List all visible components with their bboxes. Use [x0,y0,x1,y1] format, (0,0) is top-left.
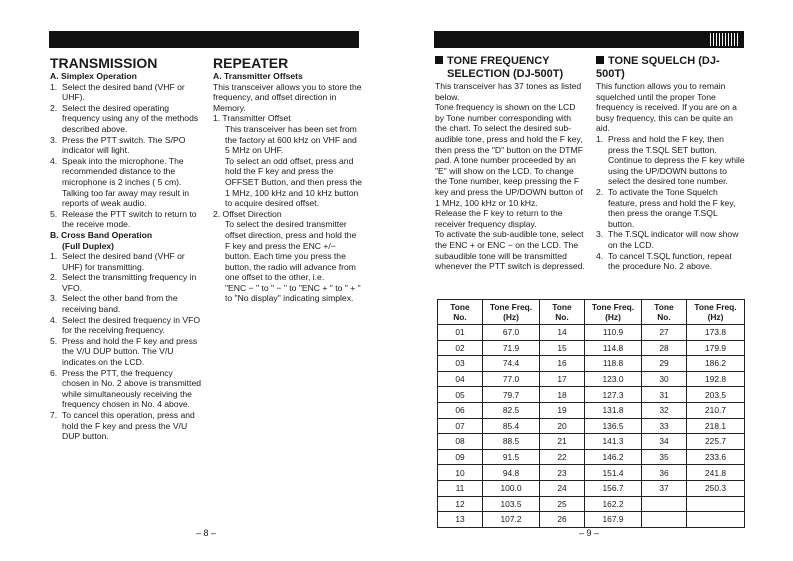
tone-number-cell: 28 [642,340,687,356]
tone-frequency-cell: 107.2 [483,512,540,528]
tone-number-cell: 15 [540,340,585,356]
header-tone-no: Tone No. [642,300,687,325]
tone-frequency-cell: 210.7 [687,402,745,418]
table-row [438,340,745,356]
table-row [438,449,745,465]
table-row [438,496,745,512]
tone-frequency-cell: 91.5 [483,449,540,465]
tone-number-cell: 04 [438,371,483,387]
list-item-number: 2. [50,102,58,113]
cross-band-steps [50,251,202,442]
list-item-number: 2. [596,186,604,197]
tone-squelch-column [596,55,746,272]
tone-frequency-cell: 218.1 [687,418,745,434]
list-item-text: Select the desired frequency in VFO for the receiving frequency. [62,314,201,336]
cross-band-subheading: (Full Duplex) [62,240,115,251]
table-row [438,480,745,496]
tone-frequency-cell: 123.0 [585,371,642,387]
tone-frequency-cell: 225.7 [687,434,745,450]
tone-number-cell: 37 [642,480,687,496]
tone-number-cell: 03 [438,356,483,372]
tone-frequency-cell: 79.7 [483,387,540,403]
tone-number-cell: 16 [540,356,585,372]
tone-frequency-text-b: Tone frequency is shown on the LCD by Tone number corresponding with the chart. To select the desired sub-audible tone, press and hold the F key, then press the "D" button on the DTMF pad. A tone number proceeded by an "E" will show on the LCD. To change the Tone number, keep pressing the F key and press the UP/DOWN button of 1 MHz, 100 kHz or 10 kHz. [435,102,583,208]
tone-frequency-cell: 186.2 [687,356,745,372]
list-item [50,336,202,368]
tone-frequency-cell: 110.9 [585,325,642,341]
header-tone-no: Tone No. [540,300,585,325]
list-item-text: Press the PTT switch. The S/PO indicator will light. [62,134,186,156]
tone-number-cell: 10 [438,465,483,481]
tone-number-cell: 23 [540,465,585,481]
list-item-number: 7. [50,410,58,420]
list-item [50,209,202,230]
tone-number-cell: 36 [642,465,687,481]
tone-frequency-cell: 141.3 [585,434,642,450]
table-row [438,371,745,387]
tone-frequency-cell: 241.8 [687,465,745,481]
tone-number-cell: 07 [438,418,483,434]
tone-number-cell [642,512,687,528]
tone-frequency-cell: 151.4 [585,465,642,481]
list-item-number: 3. [50,293,58,304]
table-row [438,418,745,434]
tone-frequency-cell: 127.3 [585,387,642,403]
tone-squelch-heading [596,55,746,81]
list-item-number: 6. [50,367,58,378]
tone-number-cell: 01 [438,325,483,341]
tone-frequency-cell: 203.5 [687,387,745,403]
tone-frequency-cell: 131.8 [585,402,642,418]
right-header-bar [434,31,744,48]
tone-frequency-text-d: To activate the sub-audible tone, select the ENC + or ENC − on the LCD. The subaudible tone will be transmitted whenever the PTT switch is depressed. [435,229,585,272]
tone-number-cell: 32 [642,402,687,418]
tone-number-cell: 19 [540,402,585,418]
page-number-right: – 9 – [579,528,600,538]
list-item [50,156,202,209]
tone-frequency-cell: 173.8 [687,325,745,341]
list-item [50,410,202,442]
tone-number-cell: 22 [540,449,585,465]
tone-number-cell: 30 [642,371,687,387]
tone-frequency-cell: 103.5 [483,496,540,512]
tone-frequency-cell: 233.6 [687,449,745,465]
list-item-text: The T.SQL indicator will now show on the LCD. [608,229,739,250]
tone-number-cell: 31 [642,387,687,403]
barcode-mark [710,33,740,46]
transmitter-offsets-heading: A. Transmitter Offsets [213,71,303,81]
tone-number-cell [642,496,687,512]
tone-frequency-cell: 156.7 [585,480,642,496]
tone-frequency-cell: 118.8 [585,356,642,372]
tone-frequency-text-c: Release the F key to return to the receiver frequency display. [435,208,563,229]
repeater-heading: REPEATER [213,55,289,71]
list-item-number: 4. [596,250,604,261]
offset-direction-title: 2. Offset Direction [213,208,282,219]
table-row [438,402,745,418]
table-row [438,387,745,403]
square-bullet-icon [435,56,443,64]
tone-number-cell: 02 [438,340,483,356]
transmitter-offset-text-a: This transceiver has been set from the factory at 600 kHz on VHF and 5 MHz on UHF. [225,123,357,156]
list-item-text: Select the desired band (VHF or UHF). [62,81,185,103]
list-item-number: 5. [50,335,58,346]
tone-number-cell: 05 [438,387,483,403]
table-row [438,325,745,341]
tone-number-cell: 34 [642,434,687,450]
tone-frequency-cell: 77.0 [483,371,540,387]
list-item-text: Select the desired operating frequency using any of the methods described above. [62,102,199,134]
tone-frequency-cell: 82.5 [483,402,540,418]
header-tone-freq: Tone Freq. (Hz) [483,300,540,325]
list-item-number: 1. [50,251,58,262]
list-item-number: 2. [50,272,58,283]
tone-number-cell: 09 [438,449,483,465]
list-item-text: To cancel T.SQL function, repeat the procedure No. 2 above. [608,250,732,272]
tone-frequency-cell: 71.9 [483,340,540,356]
tone-table-header [438,300,745,325]
transmission-heading: TRANSMISSION [50,55,158,71]
page-number-left: – 8 – [196,528,217,538]
tone-frequency-cell [687,512,745,528]
tone-number-cell: 08 [438,434,483,450]
tone-frequency-cell: 192.8 [687,371,745,387]
transmitter-offset-title: 1. Transmitter Offset [213,113,291,124]
header-tone-no: Tone No. [438,300,483,325]
list-item-text: Speak into the microphone. The recommended distance to the microphone is 2 inches ( 5 cm). Talking too far away may result in reports of weak audio. [62,155,190,209]
tone-squelch-heading-text: TONE SQUELCH (DJ-500T) [596,55,720,80]
list-item [50,272,202,293]
repeater-intro: This transceiver allows you to store the frequency, and offset direction in Memory. [213,81,362,113]
tone-frequency-cell: 136.5 [585,418,642,434]
list-item-number: 4. [50,155,58,166]
tone-number-cell: 27 [642,325,687,341]
table-row [438,356,745,372]
tone-number-cell: 12 [438,496,483,512]
tone-squelch-steps [596,134,746,272]
repeater-column [213,55,362,304]
tone-frequency-cell: 88.5 [483,434,540,450]
offset-direction-text: To select the desired transmitter offset direction, press and hold the F key and press the ENC +/− button. Each time you press the button, the radio will advance from one offset to the other, i.e. [225,219,357,283]
list-item-text: Press and hold the F key, then press the T.SQL SET button. Continue to depress the F key while using the UP/DOWN buttons to select the desired tone number. [608,133,745,187]
tone-number-cell: 33 [642,418,687,434]
transmitter-offset-text-b: To select an odd offset, press and hold the F key and press the OFFSET Button, and then press the 1 MHz, 100 kHz and 10 kHz button to acquire desired offset. [225,155,362,209]
table-row [438,434,745,450]
tone-table [437,299,745,528]
header-tone-freq: Tone Freq. (Hz) [687,300,745,325]
square-bullet-icon [596,56,604,64]
tone-frequency-cell: 162.2 [585,496,642,512]
list-item [50,251,202,272]
list-item [50,135,202,156]
list-item [50,368,202,410]
list-item [50,82,202,103]
tone-number-cell: 18 [540,387,585,403]
tone-frequency-cell: 250.3 [687,480,745,496]
list-item-text: Press the PTT, the frequency chosen in No. 2 above is transmitted while simultaneously receiving the frequency chosen in No. 4 above. [62,367,202,410]
tone-frequency-column [435,55,585,272]
tone-number-cell: 25 [540,496,585,512]
tone-frequency-text-a: This transceiver has 37 tones as listed below. [435,81,582,102]
tone-frequency-cell: 179.9 [687,340,745,356]
tone-table-body [438,325,745,528]
list-item-text: Select the other band from the receiving band. [62,293,178,315]
tone-frequency-heading [435,55,585,68]
tone-frequency-heading-line2: SELECTION (DJ-500T) [447,68,564,80]
tone-frequency-cell: 100.0 [483,480,540,496]
list-item-text: Select the desired band (VHF or UHF) for transmitting. [62,251,185,272]
list-item-text: Select the transmitting frequency in VFO. [62,272,197,293]
list-item-text: Press and hold the F key and press the V/U DUP button. The V/U indicates on the LCD. [62,335,198,368]
list-item-number: 3. [50,134,58,145]
tone-number-cell: 14 [540,325,585,341]
tone-number-cell: 17 [540,371,585,387]
left-header-bar [49,31,359,48]
tone-number-cell: 21 [540,434,585,450]
table-row [438,465,745,481]
tone-number-cell: 24 [540,480,585,496]
list-item-number: 5. [50,208,58,219]
list-item-text: To activate the Tone Squelch feature, press and hold the F key, then press the orange T.SQL button. [608,186,736,229]
tone-number-cell: 20 [540,418,585,434]
list-item-number: 1. [50,81,58,92]
tone-number-cell: 35 [642,449,687,465]
tone-frequency-cell: 67.0 [483,325,540,341]
list-item [596,251,746,272]
list-item-number: 4. [50,314,58,325]
tone-frequency-cell: 114.8 [585,340,642,356]
list-item [596,229,746,250]
simplex-steps [50,82,202,230]
tone-frequency-cell [687,496,745,512]
list-item [50,103,202,135]
list-item-number: 3. [596,229,604,240]
list-item [50,293,202,314]
tone-frequency-cell: 85.4 [483,418,540,434]
tone-frequency-cell: 74.4 [483,356,540,372]
table-row [438,512,745,528]
tone-number-cell: 26 [540,512,585,528]
header-tone-freq: Tone Freq. (Hz) [585,300,642,325]
tone-squelch-intro: This function allows you to remain squelched until the proper Tone frequency is received. If you are on a busy frequency, this can be quite an aid. [596,81,737,134]
list-item [596,134,746,187]
list-item-text: To cancel this operation, press and hold the F key and press the V/U DUP button. [62,410,195,442]
tone-number-cell: 29 [642,356,687,372]
tone-frequency-cell: 167.9 [585,512,642,528]
tone-frequency-heading-line1: TONE FREQUENCY [447,55,550,67]
simplex-heading: A. Simplex Operation [50,71,137,81]
tone-frequency-cell: 94.8 [483,465,540,481]
transmission-column [50,55,202,442]
tone-frequency-cell: 146.2 [585,449,642,465]
offset-direction-sequence: "ENC − " to " − " to "ENC + " to " + " to "No display" indicating simplex. [225,282,361,304]
list-item-number: 1. [596,133,604,144]
tone-number-cell: 13 [438,512,483,528]
list-item [596,187,746,229]
list-item [50,315,202,336]
tone-number-cell: 11 [438,480,483,496]
cross-band-heading: B. Cross Band Operation [50,229,153,240]
list-item-text: Release the PTT switch to return to the receive mode. [62,208,197,230]
tone-number-cell: 06 [438,402,483,418]
